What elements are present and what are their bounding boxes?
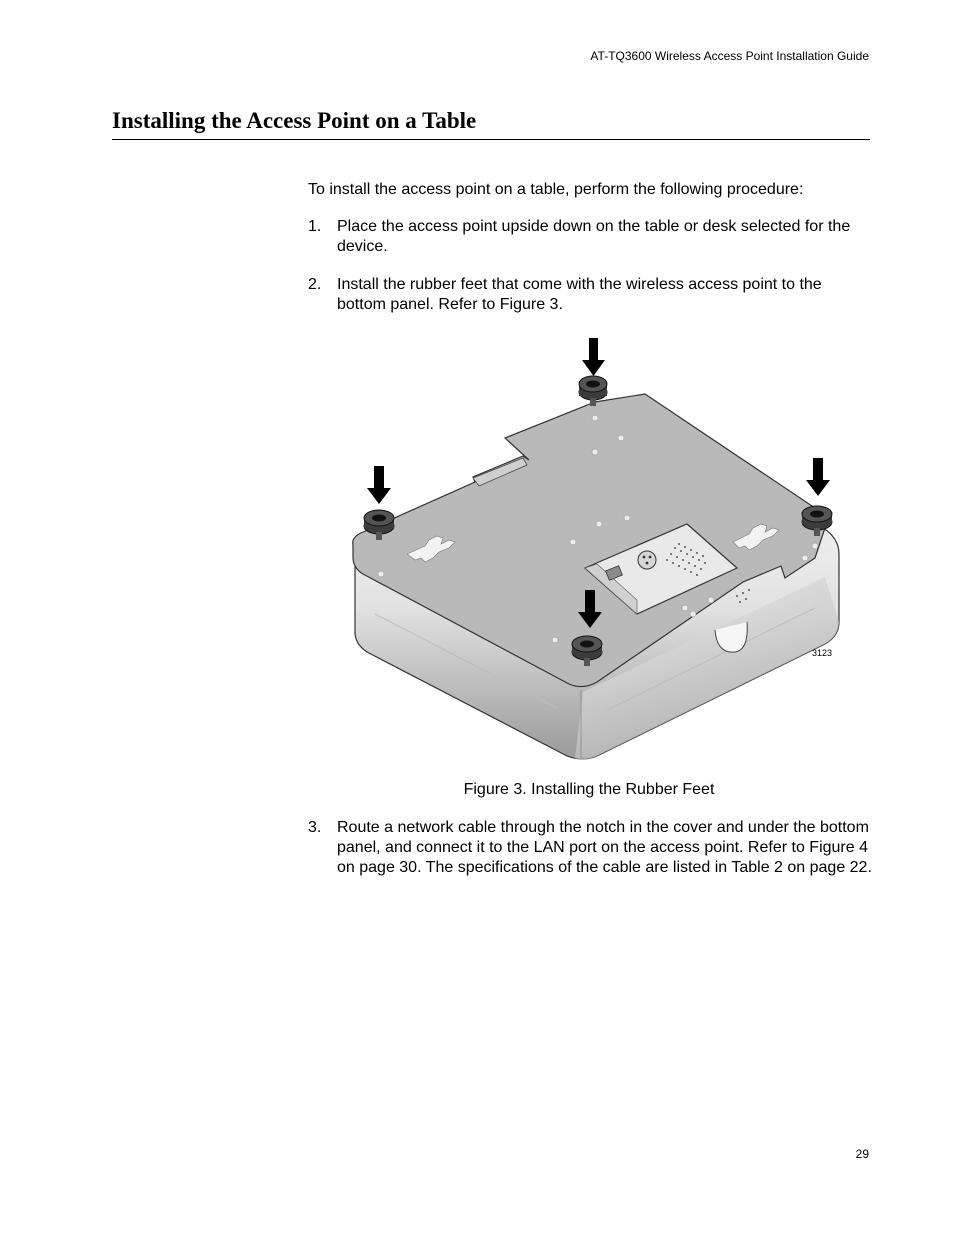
step-number: 3. xyxy=(308,819,322,836)
running-header: AT-TQ3600 Wireless Access Point Installation Guide xyxy=(590,49,869,63)
down-arrow-icon xyxy=(806,458,830,496)
power-connector xyxy=(638,551,656,569)
page-number: 29 xyxy=(855,1147,869,1161)
step-text: Route a network cable through the notch in the cover and under the bottom panel, and connect it to the LAN port on the access point. Refer to Figure 4 on page 30. The specifications of the cable are listed in Table 2 on page 22. xyxy=(337,819,872,876)
figure-art-number: 3123 xyxy=(812,648,833,658)
step-text: Place the access point upside down on the table or desk selected for the device. xyxy=(337,218,851,255)
title-rule xyxy=(112,139,870,140)
step-number: 1. xyxy=(308,218,322,235)
step-number: 2. xyxy=(308,276,322,293)
down-arrow-icon xyxy=(582,338,605,376)
intro-paragraph: To install the access point on a table, perform the following procedure: xyxy=(308,181,804,198)
step-text: Install the rubber feet that come with the wireless access point to the bottom panel. Refer to Figure 3. xyxy=(337,276,822,313)
access-point-illustration xyxy=(345,332,845,762)
section-title: Installing the Access Point on a Table xyxy=(112,108,477,133)
down-arrow-icon xyxy=(367,466,391,504)
figure-rubber-feet xyxy=(345,332,845,762)
figure-caption: Figure 3. Installing the Rubber Feet xyxy=(463,781,715,798)
